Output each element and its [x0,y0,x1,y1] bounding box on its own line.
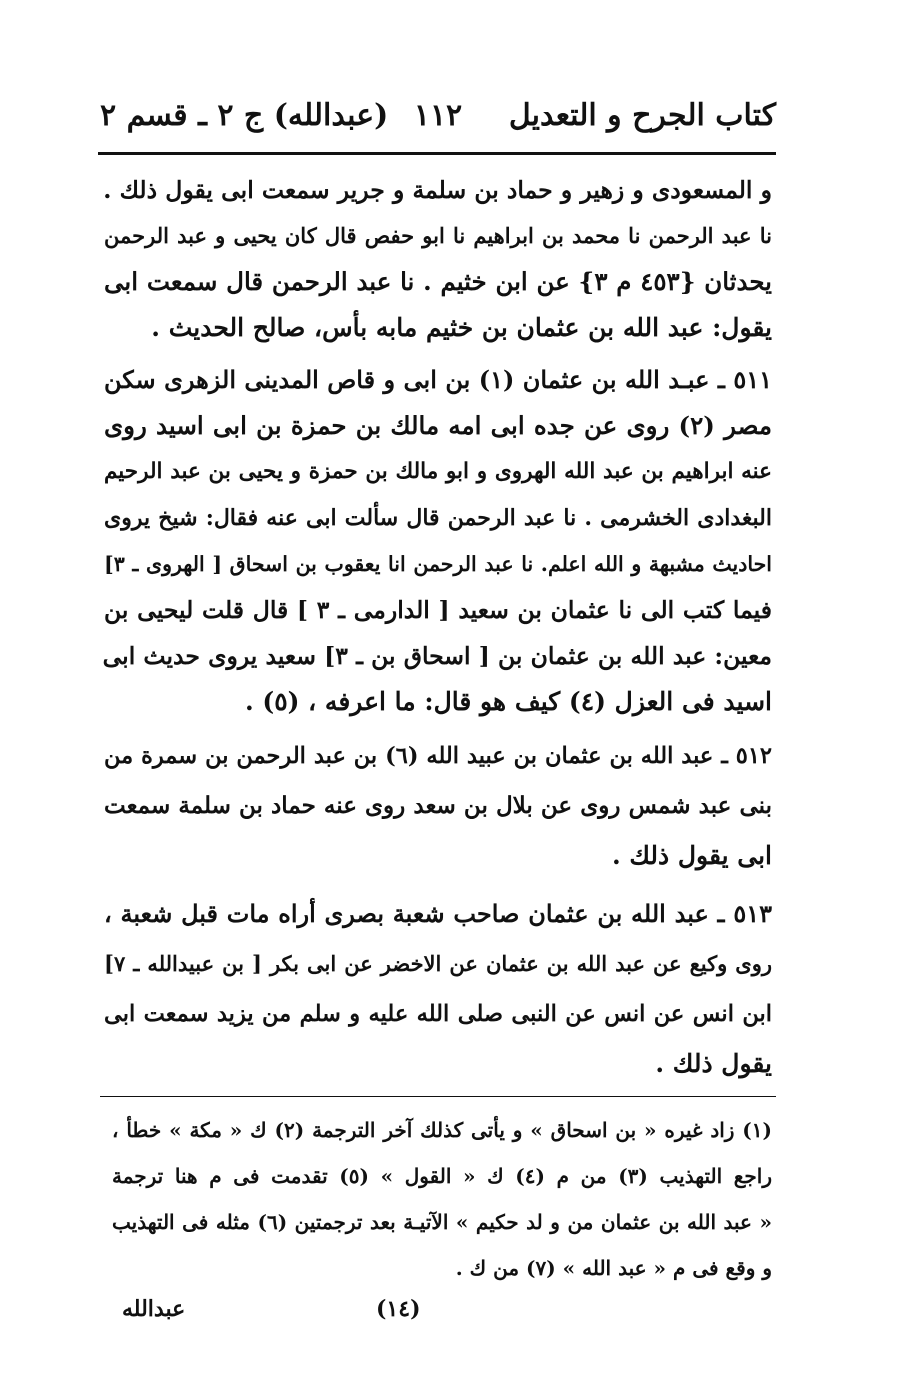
text-line: روى وكيع عن عبد الله بن عثمان عن الاخضر عن ابى بكر [ بن عبيدالله ـ ٧] [104,951,772,976]
page-header [100,98,776,144]
text-line: نا عبد الرحمن نا محمد بن ابراهيم نا ابو حفص قال كان يحيى و عبد الرحمن [104,223,772,248]
text-line: البغدادى الخشرمى . نا عبد الرحمن قال سألت ابى عنه فقال: شيخ يروى [104,505,772,531]
entry-513-start: ٥١٣ ـ عبد الله بن عثمان صاحب شعبة بصرى أراه مات قبل شعبة ، [104,899,772,928]
footnote-line: و وقع فى م « عبد الله » (٧) من ك . [455,1256,772,1280]
text-line: فيما كتب الى نا عثمان بن سعيد [ الدارمى ـ ٣ ] قال قلت ليحيى بن [104,596,772,624]
book-title: كتاب الجرح و التعديل [508,98,776,133]
text-line: يقول ذلك . [655,1049,772,1078]
page-footer [100,1296,740,1336]
volume-label: (عبدالله) ج ٢ ـ قسم ٢ [100,98,389,133]
entry-512-start: ٥١٢ ـ عبد الله بن عثمان بن عبيد الله (٦) بن عبد الرحمن بن سمرة من [104,743,772,769]
text-line: ابن انس عن انس عن النبى صلى الله عليه و سلم من يزيد سمعت ابى [104,1001,772,1027]
header-rule [98,152,776,155]
text-line: ابى يقول ذلك . [611,841,772,870]
entry-511-start: ٥١١ ـ عبـد الله بن عثمان (١) بن ابى و قاص المدينى الزهرى سكن [104,365,773,394]
text-line: عنه ابراهيم بن عبد الله الهروى و ابو مالك بن حمزة و يحيى بن عبد الرحيم [104,459,772,484]
text-line: يقول: عبد الله بن عثمان بن خثيم مابه بأس، صالح الحديث . [151,313,772,342]
footnote-line: (١) زاد غيره « بن اسحاق » و يأتى كذلك آخر الترجمة (٢) ك « مكة » خطأ ، [112,1118,772,1142]
text-line: يحدثان {٤٥٣ م ٣} عن ابن خثيم . نا عبد الرحمن قال سمعت ابى [104,267,772,296]
page-number: ١١٢ [413,98,463,133]
text-line: مصر (٢) روى عن جده ابى امه مالك بن حمزة بن ابى اسيد روى [104,411,772,440]
footnote-line: « عبد الله بن عثمان من و لد حكيم » الآتيـة بعد ترجمتين (٦) مثله فى التهذيب [112,1210,773,1234]
text-line: احاديث مشبهة و الله اعلم. نا عبد الرحمن انا يعقوب بن اسحاق [ الهروى ـ ٣] [104,552,772,576]
text-line: و المسعودى و زهير و حماد بن سلمة و جرير سمعت ابى يقول ذلك . [103,176,772,204]
catchword: عبدالله [122,1296,186,1322]
signature-mark: (١٤) [376,1296,421,1322]
text-line: معين: عبد الله بن عثمان بن [ اسحاق بن ـ ٣] سعيد يروى حديث ابى [102,642,772,670]
footnote-line: راجع التهذيب (٣) من م (٤) ك « القول » (٥) تقدمت فى م هنا ترجمة [112,1164,772,1188]
footnote-rule [100,1096,776,1097]
text-line: اسيد فى العزل (٤) كيف هو قال: ما اعرفه ، (٥) . [244,687,772,716]
text-line: بنى عبد شمس روى عن بلال بن سعد روى عنه حماد بن سلمة سمعت [104,792,772,819]
